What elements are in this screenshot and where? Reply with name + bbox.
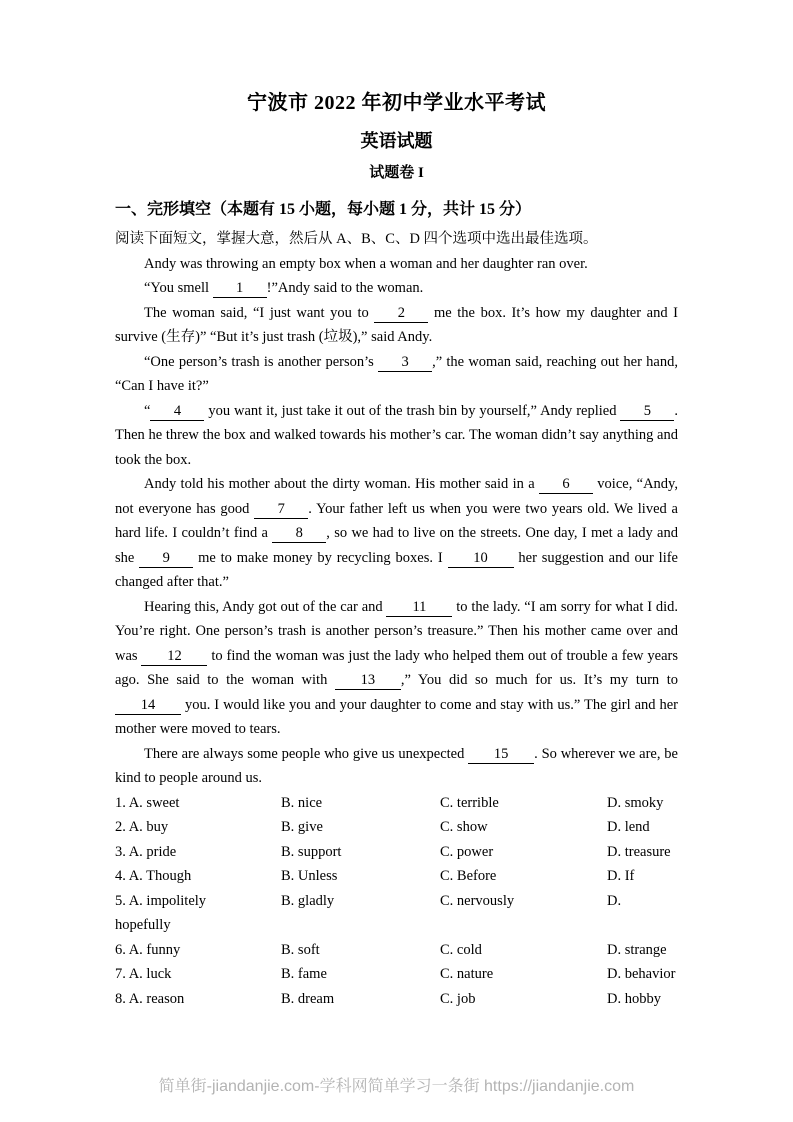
section-heading: 一、完形填空（本题有 15 小题，每小题 1 分，共计 15 分）: [115, 201, 532, 218]
cloze-blank-9: 9: [139, 549, 193, 568]
option-cell: B. nice: [281, 794, 323, 811]
option-row-6: [115, 938, 678, 963]
text-segment: ,” You did so much for us. It’s my turn to: [400, 672, 678, 688]
option-row-4: [115, 864, 678, 889]
text-segment: Hearing this, Andy got out of the car and: [144, 598, 387, 615]
text-segment: me to make money by recycling boxes. I: [193, 549, 448, 566]
text-segment: “: [144, 402, 151, 419]
passage-paragraph: [115, 301, 678, 350]
option-cell: D. smoky: [607, 794, 664, 811]
text-segment: voice, “Andy, not everyone has good: [115, 476, 678, 517]
option-row-7: [115, 962, 678, 987]
cloze-blank-3: 3: [378, 353, 432, 372]
option-cell: C. power: [440, 843, 494, 860]
option-cell: 7. A. luck: [115, 966, 172, 982]
option-cell: D.: [607, 892, 622, 909]
option-cell: B. Unless: [281, 868, 338, 884]
watermark-footer: 简单街-jiandanjie.com-学科网简单学习一条街 https://jiandanjie.com: [158, 1078, 635, 1095]
paper-part-label: 试题卷 I: [369, 165, 424, 181]
option-cell: 3. A. pride: [115, 843, 177, 860]
passage-paragraph: [115, 399, 678, 473]
passage-paragraph: [115, 595, 678, 742]
option-cell: B. give: [281, 819, 323, 835]
cloze-blank-13: 13: [335, 671, 401, 690]
option-cell: D. treasure: [607, 843, 671, 860]
text-segment: . Then he threw the box and walked towards his mother’s car. The woman didn’t say anything and took the box.: [115, 402, 678, 468]
option-cell: C. job: [440, 990, 476, 1007]
option-cell: D. strange: [607, 941, 667, 958]
text-segment: , so we had to live on the streets. One day, I met a lady and she: [115, 525, 678, 566]
option-row-2: [115, 815, 678, 840]
option-row-1: [115, 791, 678, 816]
option-cell: 1. A. sweet: [115, 794, 180, 811]
text-segment: her suggestion and our life changed after that.”: [115, 549, 678, 590]
cloze-blank-6: 6: [539, 475, 593, 494]
option-cell: C. cold: [440, 941, 482, 958]
section-instruction: 阅读下面短文，掌握大意，然后从 A、B、C、D 四个选项中选出最佳选项。: [115, 231, 598, 247]
exam-title: 宁波市 2022 年初中学业水平考试: [247, 92, 546, 114]
option-cell: C. nature: [440, 966, 494, 982]
option-cell: D. hobby: [607, 990, 661, 1007]
cloze-blank-5: 5: [620, 402, 674, 421]
option-cell: B. fame: [281, 966, 327, 982]
passage-paragraph: [115, 252, 678, 277]
option-cell: C. show: [440, 819, 488, 835]
text-segment: Andy was throwing an empty box when a woman and her daughter ran over.: [144, 255, 588, 272]
text-segment: ,” the woman said, reaching out her hand, “Can I have it?”: [115, 353, 678, 394]
cloze-blank-4: 4: [150, 402, 204, 421]
cloze-blank-14: 14: [115, 696, 181, 715]
option-cell: C. nervously: [440, 892, 515, 909]
option-overflow: hopefully: [115, 917, 171, 933]
cloze-blank-11: 11: [386, 598, 452, 617]
option-cell: 8. A. reason: [115, 990, 185, 1007]
passage-paragraph: [115, 472, 678, 595]
text-segment: . So wherever we are, be kind to people around us.: [115, 745, 678, 786]
text-segment: !”Andy said to the woman.: [266, 280, 424, 296]
cloze-blank-15: 15: [468, 745, 534, 764]
option-row-5: [115, 889, 678, 914]
text-segment: “You smell: [144, 280, 213, 296]
cloze-passage: [115, 252, 678, 791]
passage-paragraph: [115, 350, 678, 399]
option-cell: C. Before: [440, 868, 497, 884]
option-cell: 4. A. Though: [115, 868, 192, 884]
cloze-blank-8: 8: [272, 524, 326, 543]
options-list: [115, 791, 678, 1012]
option-cell: 2. A. buy: [115, 819, 169, 835]
text-segment: you want it, just take it out of the trash bin by yourself,” Andy replied: [204, 402, 621, 419]
option-row-3: [115, 840, 678, 865]
option-cell: 5. A. impolitely: [115, 892, 207, 909]
text-segment: me the box. It’s how my daughter and I survive (生存)” “But it’s just trash (垃圾),” said Andy.: [115, 304, 679, 345]
cloze-blank-10: 10: [448, 549, 514, 568]
cloze-blank-2: 2: [374, 304, 428, 323]
option-cell: D. lend: [607, 819, 650, 835]
cloze-blank-1: 1: [213, 279, 267, 298]
option-cell: C. terrible: [440, 794, 499, 811]
cloze-blank-12: 12: [141, 647, 207, 666]
passage-paragraph: [115, 742, 678, 791]
option-cell: 6. A. funny: [115, 941, 181, 958]
exam-subtitle: 英语试题: [360, 131, 433, 151]
text-segment: “One person’s trash is another person’s: [144, 353, 379, 370]
text-segment: you. I would like you and your daughter to come and stay with us.” The girl and her mother were moved to tears.: [115, 696, 678, 737]
option-cell: D. behavior: [607, 966, 676, 982]
text-segment: Andy told his mother about the dirty woman. His mother said in a: [144, 476, 539, 492]
cloze-blank-7: 7: [254, 500, 308, 519]
text-segment: There are always some people who give us unexpected: [144, 745, 469, 762]
text-segment: . Your father left us when you were two years old. We lived a hard life. I couldn’t find a: [115, 500, 678, 541]
option-row-8: [115, 987, 678, 1012]
passage-paragraph: [115, 276, 678, 301]
text-segment: to find the woman was just the lady who helped them out of trouble a few years ago. She said to the woman with: [115, 647, 678, 688]
text-segment: to the lady. “I am sorry for what I did. You’re right. One person’s trash is another person’s treasure.” Then his mother came over and was: [115, 598, 678, 664]
option-cell: B. dream: [281, 990, 335, 1007]
option-cell: B. support: [281, 843, 342, 860]
option-cell: B. soft: [281, 941, 320, 958]
option-cell: D. If: [607, 868, 635, 884]
option-cell: B. gladly: [281, 892, 335, 909]
text-segment: The woman said, “I just want you to: [144, 304, 375, 321]
